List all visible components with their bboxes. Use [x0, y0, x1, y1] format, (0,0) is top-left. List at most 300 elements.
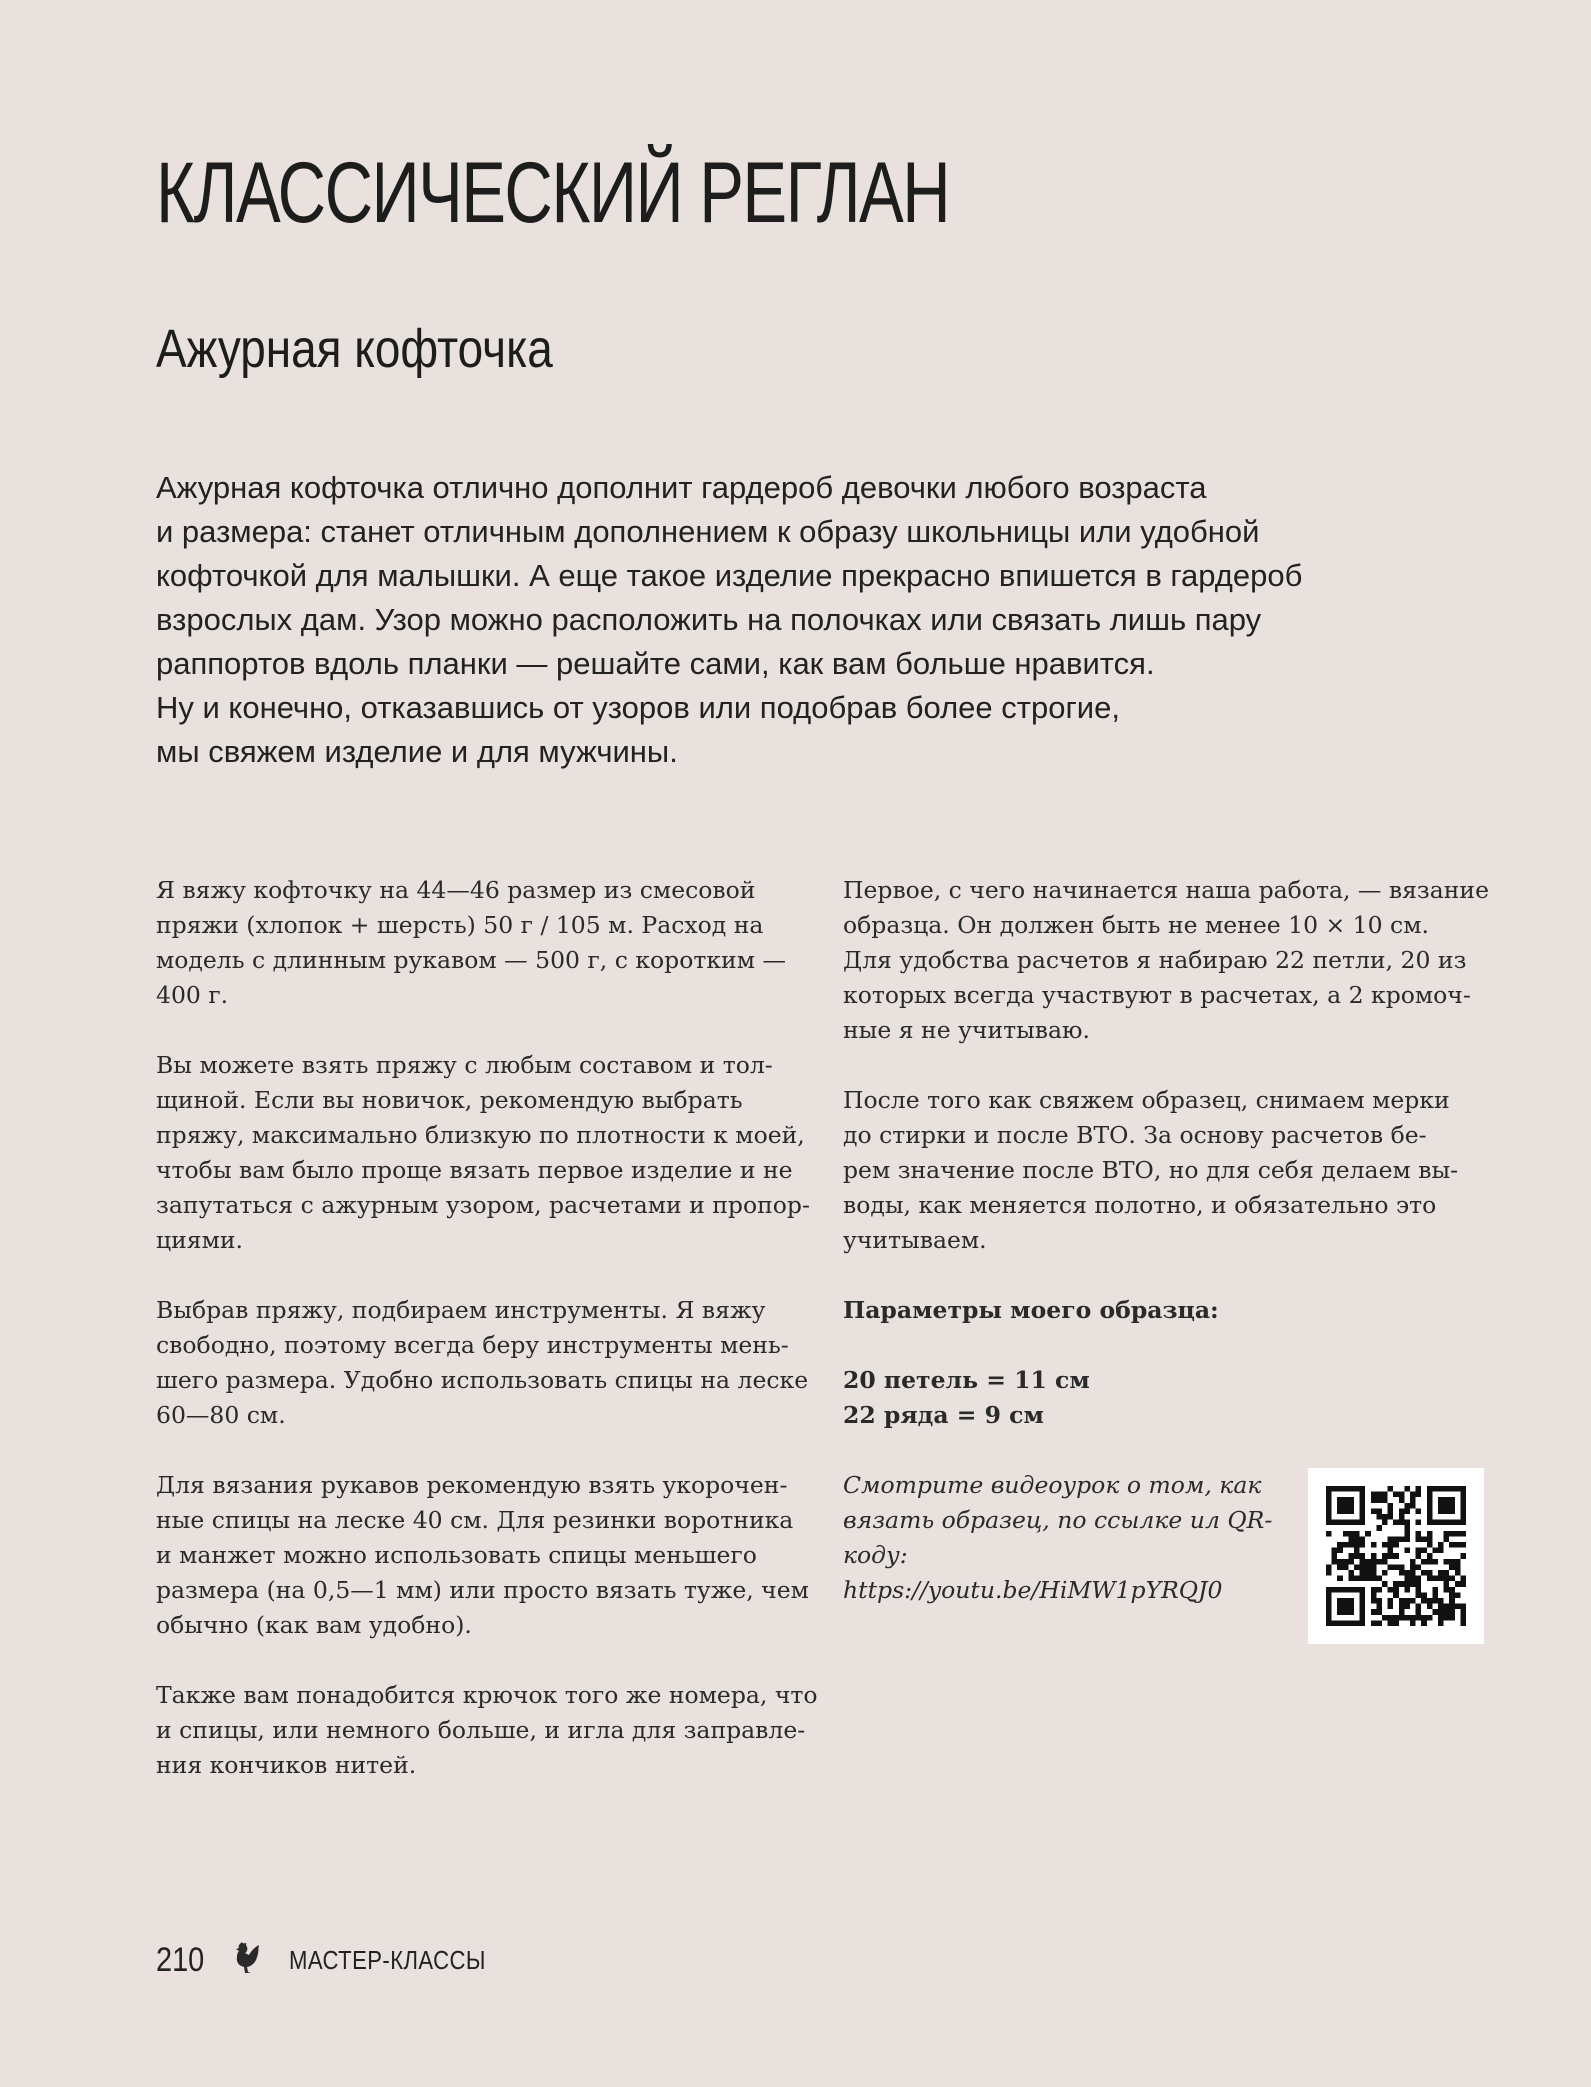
qr-module	[1404, 1486, 1410, 1492]
qr-module	[1354, 1536, 1360, 1542]
page-number: 210	[156, 1940, 205, 1979]
qr-module	[1427, 1570, 1433, 1576]
qr-module	[1326, 1592, 1332, 1598]
params-title: Параметры моего образца:	[843, 1296, 1219, 1324]
intro-line: Ну и конечно, отказавшись от узоров или подобрав более строгие,	[156, 690, 1120, 725]
qr-module	[1354, 1620, 1360, 1626]
qr-module	[1432, 1592, 1438, 1598]
qr-module	[1449, 1520, 1455, 1526]
qr-module	[1348, 1531, 1354, 1537]
qr-module	[1404, 1587, 1410, 1593]
qr-module	[1360, 1553, 1366, 1559]
qr-module	[1399, 1570, 1405, 1576]
qr-module	[1326, 1609, 1332, 1615]
qr-module	[1438, 1548, 1444, 1554]
hook-paragraph	[156, 1678, 818, 1783]
text-line: учитываем.	[843, 1226, 987, 1254]
qr-module	[1388, 1514, 1394, 1520]
qr-module	[1432, 1520, 1438, 1526]
qr-module	[1444, 1520, 1450, 1526]
qr-module	[1427, 1542, 1433, 1548]
qr-module	[1343, 1620, 1349, 1626]
qr-module	[1444, 1497, 1450, 1503]
qr-module	[1416, 1536, 1422, 1542]
qr-module	[1404, 1598, 1410, 1604]
text-line: Вы можете взять пряжу с любым составом и тол-	[156, 1051, 773, 1079]
qr-module	[1371, 1576, 1377, 1582]
qr-module	[1337, 1620, 1343, 1626]
qr-module	[1326, 1520, 1332, 1526]
qr-module	[1399, 1581, 1405, 1587]
text-line: пряжи (хлопок + шерсть) 50 г / 105 м. Расход на	[156, 911, 764, 939]
qr-module	[1354, 1576, 1360, 1582]
qr-module	[1337, 1497, 1343, 1503]
qr-module	[1449, 1592, 1455, 1598]
text-line: размера (на 0,5—1 мм) или просто вязать туже, чем	[156, 1576, 809, 1604]
qr-module	[1416, 1576, 1422, 1582]
qr-module	[1337, 1508, 1343, 1514]
yarn-paragraph	[156, 873, 796, 1013]
qr-module	[1438, 1508, 1444, 1514]
qr-module	[1416, 1564, 1422, 1570]
intro-line: взрослых дам. Узор можно расположить на полочках или связать лишь пару	[156, 602, 1262, 637]
tools-paragraph	[156, 1293, 809, 1433]
qr-module	[1348, 1497, 1354, 1503]
qr-module	[1354, 1531, 1360, 1537]
qr-module	[1416, 1587, 1422, 1593]
qr-module	[1404, 1503, 1410, 1509]
qr-module	[1421, 1598, 1427, 1604]
qr-module	[1449, 1576, 1455, 1582]
qr-module	[1399, 1609, 1405, 1615]
qr-module	[1438, 1497, 1444, 1503]
qr-module	[1416, 1581, 1422, 1587]
qr-module	[1337, 1604, 1343, 1610]
qr-module	[1455, 1559, 1461, 1565]
qr-module	[1343, 1486, 1349, 1492]
qr-module	[1343, 1520, 1349, 1526]
qr-module	[1427, 1598, 1433, 1604]
text-line: чтобы вам было проще вязать первое изделие и не	[156, 1156, 793, 1184]
qr-module	[1416, 1520, 1422, 1526]
qr-module	[1427, 1520, 1433, 1526]
qr-module	[1382, 1615, 1388, 1621]
qr-module	[1427, 1604, 1433, 1610]
qr-module	[1460, 1508, 1466, 1514]
qr-module	[1404, 1525, 1410, 1531]
text-line: пряжу, максимально близкую по плотности к моей,	[156, 1121, 805, 1149]
qr-module	[1438, 1604, 1444, 1610]
qr-module	[1360, 1604, 1366, 1610]
qr-module	[1455, 1604, 1461, 1610]
qr-module	[1444, 1531, 1450, 1537]
qr-module	[1438, 1503, 1444, 1509]
qr-module	[1376, 1559, 1382, 1565]
qr-module	[1343, 1587, 1349, 1593]
text-line: ные спицы на леске 40 см. Для резинки воротника	[156, 1506, 794, 1534]
qr-module	[1376, 1609, 1382, 1615]
qr-module	[1348, 1620, 1354, 1626]
qr-module	[1460, 1514, 1466, 1520]
qr-module	[1376, 1508, 1382, 1514]
text-line: и манжет можно использовать спицы меньшего	[156, 1541, 757, 1569]
qr-module	[1332, 1548, 1338, 1554]
qr-module	[1449, 1587, 1455, 1593]
qr-module	[1432, 1559, 1438, 1565]
measurements-paragraph	[843, 1083, 1483, 1258]
qr-module	[1376, 1620, 1382, 1626]
qr-module	[1393, 1520, 1399, 1526]
text-line: и спицы, или немного больше, и игла для заправле-	[156, 1716, 806, 1744]
qr-module	[1460, 1615, 1466, 1621]
qr-module	[1427, 1536, 1433, 1542]
qr-module	[1449, 1598, 1455, 1604]
qr-module	[1348, 1503, 1354, 1509]
qr-module	[1382, 1492, 1388, 1498]
qr-module	[1343, 1559, 1349, 1565]
qr-module	[1326, 1497, 1332, 1503]
qr-module	[1348, 1559, 1354, 1565]
text-line: Выбрав пряжу, подбираем инструменты. Я вяжу	[156, 1296, 766, 1324]
qr-module	[1371, 1492, 1377, 1498]
qr-module	[1371, 1542, 1377, 1548]
text-line: ные я не учитываю.	[843, 1016, 1090, 1044]
qr-module	[1455, 1570, 1461, 1576]
qr-module	[1348, 1553, 1354, 1559]
qr-module	[1337, 1587, 1343, 1593]
qr-module	[1360, 1609, 1366, 1615]
text-line: Смотрите видеоурок о том, как	[843, 1471, 1262, 1499]
video-link[interactable]: https://youtu.be/HiMW1pYRQJ0	[843, 1576, 1223, 1604]
qr-module	[1376, 1587, 1382, 1593]
qr-module	[1348, 1542, 1354, 1548]
qr-module	[1382, 1520, 1388, 1526]
text-line: которых всегда участвуют в расчетах, а 2 кромоч-	[843, 981, 1471, 1009]
qr-module	[1343, 1598, 1349, 1604]
qr-module	[1444, 1486, 1450, 1492]
text-line: 60—80 см.	[156, 1401, 286, 1429]
qr-module	[1438, 1609, 1444, 1615]
qr-module	[1432, 1486, 1438, 1492]
qr-module	[1404, 1508, 1410, 1514]
qr-module	[1326, 1508, 1332, 1514]
qr-module	[1410, 1576, 1416, 1582]
qr-module	[1371, 1609, 1377, 1615]
qr-module	[1382, 1514, 1388, 1520]
qr-module	[1393, 1492, 1399, 1498]
qr-module	[1388, 1587, 1394, 1593]
qr-module	[1438, 1570, 1444, 1576]
qr-module	[1393, 1553, 1399, 1559]
qr-module	[1427, 1615, 1433, 1621]
qr-module	[1393, 1587, 1399, 1593]
qr-module	[1416, 1553, 1422, 1559]
qr-module	[1337, 1548, 1343, 1554]
qr-module	[1427, 1553, 1433, 1559]
qr-module	[1410, 1497, 1416, 1503]
intro-line: мы свяжем изделие и для мужчины.	[156, 734, 678, 769]
qr-module	[1326, 1514, 1332, 1520]
qr-module	[1343, 1531, 1349, 1537]
qr-module	[1421, 1592, 1427, 1598]
qr-module	[1449, 1564, 1455, 1570]
qr-module	[1427, 1531, 1433, 1537]
qr-module	[1444, 1503, 1450, 1509]
text-line: щиной. Если вы новичок, рекомендую выбрать	[156, 1086, 743, 1114]
intro-line: кофточкой для малышки. А еще такое изделие прекрасно впишется в гардероб	[156, 558, 1303, 593]
qr-module	[1348, 1570, 1354, 1576]
qr-module	[1421, 1570, 1427, 1576]
qr-module	[1449, 1559, 1455, 1565]
qr-module	[1376, 1525, 1382, 1531]
qr-module	[1371, 1592, 1377, 1598]
qr-module	[1365, 1570, 1371, 1576]
qr-module	[1388, 1486, 1394, 1492]
qr-module	[1404, 1536, 1410, 1542]
qr-module	[1393, 1592, 1399, 1598]
qr-module	[1343, 1564, 1349, 1570]
qr-module	[1449, 1615, 1455, 1621]
qr-module	[1444, 1581, 1450, 1587]
text-line: Для вязания рукавов рекомендую взять укорочен-	[156, 1471, 788, 1499]
qr-module	[1360, 1592, 1366, 1598]
qr-module	[1371, 1564, 1377, 1570]
text-line: запутаться с ажурным узором, расчетами и пропор-	[156, 1191, 810, 1219]
qr-module	[1393, 1536, 1399, 1542]
qr-module	[1421, 1536, 1427, 1542]
qr-module	[1388, 1536, 1394, 1542]
params-list	[843, 1363, 1483, 1433]
qr-module	[1360, 1486, 1366, 1492]
qr-module	[1410, 1559, 1416, 1565]
qr-module	[1416, 1592, 1422, 1598]
qr-module	[1360, 1559, 1366, 1565]
qr-module	[1360, 1570, 1366, 1576]
qr-module	[1444, 1570, 1450, 1576]
qr-module	[1371, 1497, 1377, 1503]
qr-module	[1404, 1615, 1410, 1621]
qr-module	[1444, 1576, 1450, 1582]
qr-module	[1348, 1609, 1354, 1615]
param-rows: 22 ряда = 9 см	[843, 1401, 1044, 1429]
qr-module	[1449, 1497, 1455, 1503]
qr-module	[1460, 1542, 1466, 1548]
text-line: Также вам понадобится крючок того же номера, что	[156, 1681, 818, 1709]
qr-module	[1421, 1615, 1427, 1621]
qr-module	[1404, 1548, 1410, 1554]
qr-module	[1432, 1548, 1438, 1554]
qr-module	[1360, 1576, 1366, 1582]
qr-module	[1388, 1598, 1394, 1604]
qr-module	[1460, 1604, 1466, 1610]
qr-module	[1416, 1604, 1422, 1610]
text-line: образца. Он должен быть не менее 10 × 10 см.	[843, 911, 1429, 939]
qr-module	[1365, 1576, 1371, 1582]
qr-module	[1444, 1559, 1450, 1565]
qr-module	[1444, 1609, 1450, 1615]
qr-module	[1460, 1553, 1466, 1559]
qr-code-icon[interactable]	[1308, 1468, 1484, 1644]
qr-module	[1326, 1587, 1332, 1593]
page-footer	[156, 1940, 520, 1980]
qr-module	[1399, 1564, 1405, 1570]
qr-module	[1326, 1604, 1332, 1610]
qr-module	[1360, 1536, 1366, 1542]
qr-module	[1455, 1531, 1461, 1537]
qr-module	[1421, 1559, 1427, 1565]
qr-module	[1460, 1620, 1466, 1626]
qr-module	[1399, 1508, 1405, 1514]
qr-module	[1410, 1503, 1416, 1509]
qr-module	[1371, 1598, 1377, 1604]
qr-module	[1326, 1503, 1332, 1509]
qr-module	[1348, 1486, 1354, 1492]
qr-module	[1332, 1559, 1338, 1565]
qr-module	[1404, 1581, 1410, 1587]
qr-module	[1382, 1542, 1388, 1548]
qr-module	[1404, 1576, 1410, 1582]
qr-module	[1438, 1615, 1444, 1621]
text-line: шего размера. Удобно использовать спицы на леске	[156, 1366, 809, 1394]
qr-module	[1382, 1581, 1388, 1587]
video-block	[843, 1468, 1483, 1644]
qr-module	[1376, 1576, 1382, 1582]
qr-module	[1360, 1503, 1366, 1509]
left-column	[156, 873, 818, 1818]
qr-module	[1388, 1564, 1394, 1570]
qr-module	[1438, 1576, 1444, 1582]
qr-module	[1460, 1581, 1466, 1587]
qr-module	[1326, 1615, 1332, 1621]
qr-module	[1360, 1508, 1366, 1514]
qr-module	[1354, 1548, 1360, 1554]
qr-module	[1337, 1564, 1343, 1570]
qr-module	[1393, 1542, 1399, 1548]
qr-module	[1337, 1598, 1343, 1604]
yarn-choice-paragraph	[156, 1048, 810, 1258]
qr-module	[1360, 1497, 1366, 1503]
qr-module	[1410, 1564, 1416, 1570]
qr-module	[1371, 1559, 1377, 1565]
qr-module	[1427, 1576, 1433, 1582]
qr-module	[1393, 1564, 1399, 1570]
qr-module	[1444, 1536, 1450, 1542]
qr-module	[1416, 1609, 1422, 1615]
qr-module	[1404, 1531, 1410, 1537]
text-line: После того как свяжем образец, снимаем мерки	[843, 1086, 1450, 1114]
qr-module	[1332, 1520, 1338, 1526]
qr-module	[1460, 1520, 1466, 1526]
qr-module	[1455, 1581, 1461, 1587]
text-line: вязать образец, по ссылке ил QR-	[843, 1506, 1273, 1534]
qr-module	[1399, 1492, 1405, 1498]
section-label: МАСТЕР-КЛАССЫ	[288, 1944, 486, 1975]
text-line: ния кончиков нитей.	[156, 1751, 417, 1779]
qr-module	[1393, 1581, 1399, 1587]
qr-module	[1449, 1531, 1455, 1537]
intro-line: и размера: станет отличным дополнением к образу школьницы или удобной	[156, 514, 1260, 549]
qr-module	[1371, 1553, 1377, 1559]
qr-module	[1326, 1531, 1332, 1537]
qr-module	[1354, 1564, 1360, 1570]
qr-module	[1427, 1514, 1433, 1520]
qr-module	[1337, 1520, 1343, 1526]
qr-module	[1348, 1536, 1354, 1542]
qr-module	[1388, 1553, 1394, 1559]
qr-module	[1365, 1564, 1371, 1570]
qr-module	[1449, 1609, 1455, 1615]
qr-module	[1354, 1542, 1360, 1548]
qr-module	[1365, 1559, 1371, 1565]
qr-module	[1399, 1536, 1405, 1542]
qr-module	[1438, 1542, 1444, 1548]
qr-module	[1388, 1503, 1394, 1509]
qr-module	[1337, 1542, 1343, 1548]
qr-module	[1438, 1520, 1444, 1526]
qr-module	[1354, 1520, 1360, 1526]
qr-module	[1343, 1542, 1349, 1548]
page-subtitle: Ажурная кофточка	[156, 319, 553, 379]
qr-module	[1326, 1598, 1332, 1604]
qr-module	[1343, 1508, 1349, 1514]
qr-module	[1460, 1486, 1466, 1492]
qr-module	[1460, 1609, 1466, 1615]
sleeves-paragraph	[156, 1468, 809, 1643]
text-line: 400 г.	[156, 981, 229, 1009]
qr-module	[1410, 1620, 1416, 1626]
qr-module	[1337, 1576, 1343, 1582]
qr-module	[1427, 1508, 1433, 1514]
qr-module	[1354, 1553, 1360, 1559]
qr-module	[1410, 1615, 1416, 1621]
qr-module	[1455, 1542, 1461, 1548]
text-line: свободно, поэтому всегда беру инструменты мень-	[156, 1331, 789, 1359]
qr-module	[1343, 1604, 1349, 1610]
qr-module	[1326, 1492, 1332, 1498]
qr-module	[1348, 1604, 1354, 1610]
qr-module	[1438, 1620, 1444, 1626]
qr-module	[1360, 1492, 1366, 1498]
qr-module	[1399, 1604, 1405, 1610]
qr-module	[1432, 1587, 1438, 1593]
page-title: КЛАССИЧЕСКИЙ РЕГЛАН	[156, 145, 950, 241]
qr-module	[1337, 1486, 1343, 1492]
qr-module	[1360, 1598, 1366, 1604]
qr-module	[1343, 1609, 1349, 1615]
qr-module	[1337, 1609, 1343, 1615]
gauge-paragraph	[843, 873, 1489, 1048]
qr-module	[1399, 1598, 1405, 1604]
qr-module	[1432, 1609, 1438, 1615]
qr-module	[1332, 1486, 1338, 1492]
qr-module	[1360, 1514, 1366, 1520]
qr-module	[1388, 1604, 1394, 1610]
qr-module	[1399, 1520, 1405, 1526]
qr-module	[1427, 1497, 1433, 1503]
qr-module	[1410, 1570, 1416, 1576]
qr-module	[1404, 1520, 1410, 1526]
qr-module	[1326, 1564, 1332, 1570]
param-stitches: 20 петель = 11 см	[843, 1366, 1090, 1394]
qr-module	[1421, 1620, 1427, 1626]
qr-module	[1337, 1503, 1343, 1509]
qr-module	[1388, 1620, 1394, 1626]
qr-module	[1326, 1486, 1332, 1492]
text-line: до стирки и после ВТО. За основу расчетов бе-	[843, 1121, 1427, 1149]
qr-module	[1332, 1553, 1338, 1559]
qr-module	[1460, 1576, 1466, 1582]
qr-module	[1326, 1570, 1332, 1576]
